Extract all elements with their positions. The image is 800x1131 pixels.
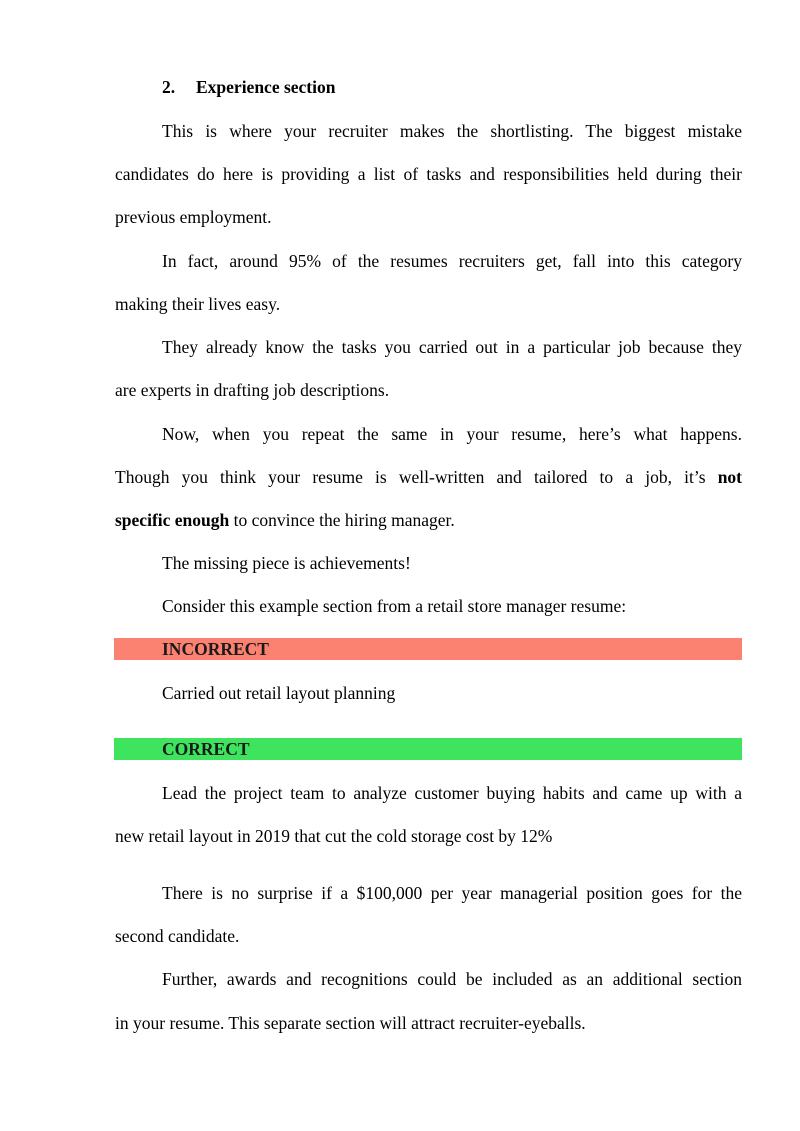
emphasis-text: not bbox=[717, 467, 742, 487]
incorrect-label: INCORRECT bbox=[162, 639, 269, 659]
correct-label: CORRECT bbox=[162, 739, 250, 759]
paragraph-text: Though you think your resume is well-written and tailored to a job, it’s bbox=[115, 467, 718, 487]
paragraph-line: The missing piece is achievements! bbox=[162, 553, 411, 573]
paragraph-line: in your resume. This separate section will attract recruiter-eyeballs. bbox=[115, 1013, 586, 1033]
paragraph-line: Consider this example section from a retail store manager resume: bbox=[162, 596, 627, 616]
section-heading bbox=[162, 76, 335, 98]
paragraph-line: are experts in drafting job descriptions. bbox=[115, 380, 390, 400]
paragraph-line: Further, awards and recognitions could be included as an additional section bbox=[162, 969, 742, 989]
paragraph-line: making their lives easy. bbox=[115, 294, 281, 314]
correct-example-line: new retail layout in 2019 that cut the cold storage cost by 12% bbox=[115, 826, 553, 846]
emphasis-text: specific enough bbox=[115, 510, 230, 530]
correct-banner bbox=[114, 738, 742, 760]
paragraph-line: previous employment. bbox=[115, 207, 272, 227]
paragraph-line bbox=[115, 466, 742, 488]
section-number: 2. bbox=[162, 77, 176, 97]
section-title: Experience section bbox=[196, 77, 336, 97]
paragraph-line bbox=[115, 509, 742, 531]
correct-example-line: Lead the project team to analyze customer buying habits and came up with a bbox=[162, 783, 742, 803]
incorrect-banner bbox=[114, 638, 742, 660]
paragraph-line: They already know the tasks you carried out in a particular job because they bbox=[162, 337, 742, 357]
paragraph-line: candidates do here is providing a list of tasks and responsibilities held during their bbox=[115, 164, 742, 184]
paragraph-line: There is no surprise if a $100,000 per year managerial position goes for the bbox=[162, 883, 742, 903]
paragraph-line: Now, when you repeat the same in your resume, here’s what happens. bbox=[162, 424, 742, 444]
paragraph-line: This is where your recruiter makes the shortlisting. The biggest mistake bbox=[162, 121, 742, 141]
paragraph-line: second candidate. bbox=[115, 926, 240, 946]
paragraph-text: to convince the hiring manager. bbox=[229, 510, 455, 530]
paragraph-line: In fact, around 95% of the resumes recruiters get, fall into this category bbox=[162, 251, 742, 271]
incorrect-example: Carried out retail layout planning bbox=[162, 683, 396, 703]
